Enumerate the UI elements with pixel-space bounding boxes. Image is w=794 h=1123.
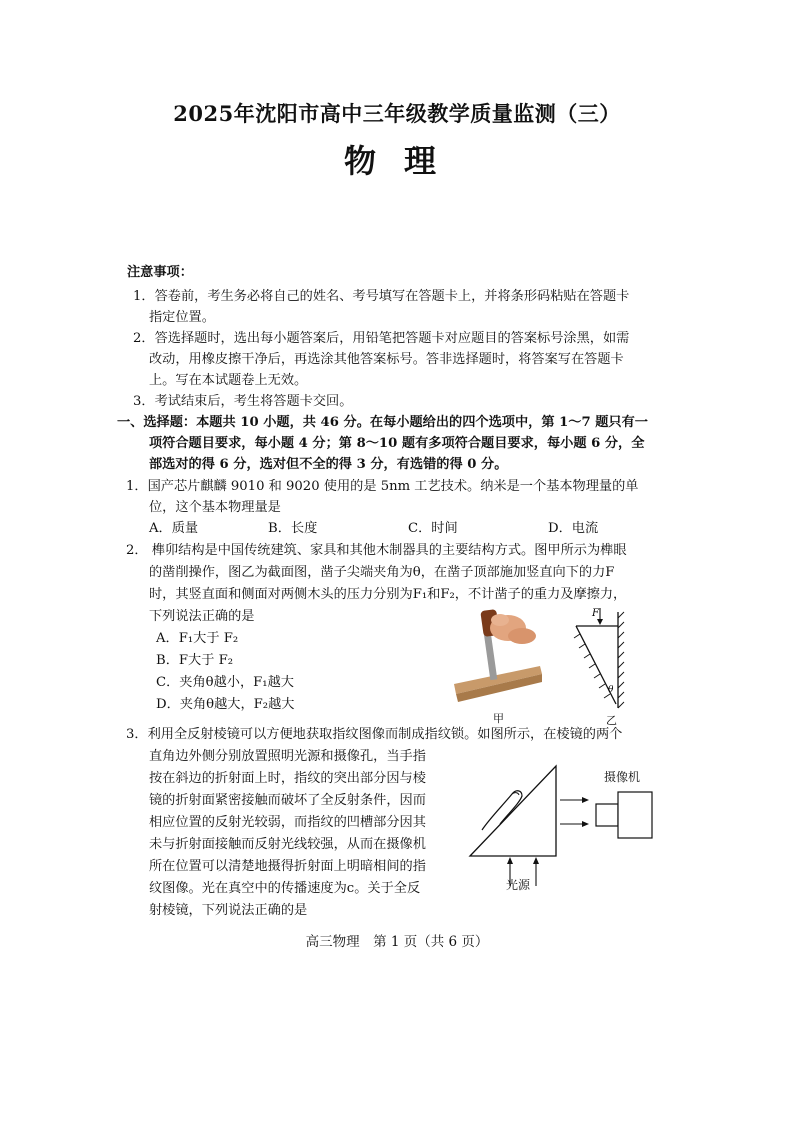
figure-yi-label: 乙 bbox=[606, 714, 617, 727]
subject-title: 物理 bbox=[343, 142, 464, 180]
note-line: 3．考试结束后，考生将答题卡交回。 bbox=[133, 394, 353, 409]
q3-stem: 3．利用全反射棱镜可以方便地获取指纹图像而制成指纹锁。如图所示，在棱镜的两个 bbox=[126, 727, 623, 742]
figure-jia-label: 甲 bbox=[493, 712, 504, 725]
q1-option-a: A．质量 bbox=[149, 521, 199, 536]
q3-stem: 射棱镜，下列说法正确的是 bbox=[149, 903, 308, 918]
q3-stem: 所在位置可以清楚地摄得折射面上明暗相间的指 bbox=[149, 859, 426, 874]
q1-option-d: D．电流 bbox=[548, 521, 599, 536]
q3-stem: 直角边外侧分别放置照明光源和摄像孔，当手指 bbox=[149, 749, 426, 764]
exam-title: 2025年沈阳市高中三年级教学质量监测（三） bbox=[173, 101, 621, 126]
section-line: 项符合题目要求，每小题 4 分；第 8～10 题有多项符合题目要求，每小题 6 分，全 bbox=[149, 436, 645, 451]
q3-stem: 未与折射面接触而反射光线较强，从而在摄像机 bbox=[149, 837, 426, 852]
q2-stem: 2． 榫卯结构是中国传统建筑、家具和其他木制器具的主要结构方式。图甲所示为榫眼 bbox=[126, 543, 627, 558]
force-label: F bbox=[592, 608, 599, 619]
section-line: 部选对的得 6 分，选对但不全的得 3 分，有选错的得 0 分。 bbox=[149, 457, 508, 472]
note-line: 上。写在本试题卷上无效。 bbox=[149, 373, 308, 388]
q2-stem: 的凿削操作，图乙为截面图，凿子尖端夹角为θ，在凿子顶部施加竖直向下的力F bbox=[149, 565, 615, 580]
q1-option-b: B．长度 bbox=[268, 521, 318, 536]
q3-stem: 按在斜边的折射面上时，指纹的突出部分因与棱 bbox=[149, 771, 426, 786]
q2-option-b: B．F大于 F₂ bbox=[156, 653, 234, 668]
camera-label: 摄像机 bbox=[604, 770, 641, 784]
page-footer: 高三物理 第 1 页（共 6 页） bbox=[305, 934, 489, 950]
q3-stem: 纹图像。光在真空中的传播速度为c。关于全反 bbox=[149, 881, 421, 896]
q1-stem: 1．国产芯片麒麟 9010 和 9020 使用的是 5nm 工艺技术。纳米是一个基本物理量的单 bbox=[126, 479, 639, 494]
q2-option-d: D．夹角θ越大，F₂越大 bbox=[156, 697, 295, 712]
q3-stem: 镜的折射面紧密接触而破坏了全反射条件，因而 bbox=[149, 793, 426, 808]
note-line: 2．答选择题时，选出每小题答案后，用铅笔把答题卡对应题目的答案标号涂黑，如需 bbox=[133, 331, 630, 346]
prism-diagram bbox=[460, 760, 690, 895]
note-line: 改动，用橡皮擦干净后，再选涂其他答案标号。答非选择题时，将答案写在答题卡 bbox=[149, 352, 624, 367]
light-source-label: 光源 bbox=[506, 878, 531, 892]
q2-option-c: C．夹角θ越小，F₁越大 bbox=[156, 675, 294, 690]
q1-stem: 位，这个基本物理量是 bbox=[149, 500, 281, 515]
note-line: 指定位置。 bbox=[149, 310, 215, 325]
notes-heading: 注意事项： bbox=[127, 265, 193, 280]
cross-section-diagram bbox=[566, 604, 636, 714]
chisel-photo bbox=[452, 606, 542, 706]
q2-stem: 时，其竖直面和侧面对两侧木头的压力分别为F₁和F₂，不计凿子的重力及摩擦力， bbox=[149, 587, 627, 602]
q2-stem: 下列说法正确的是 bbox=[149, 609, 255, 624]
angle-label: θ bbox=[608, 685, 614, 695]
q2-option-a: A．F₁大于 F₂ bbox=[156, 631, 239, 646]
q3-stem: 相应位置的反射光较弱，而指纹的凹槽部分因其 bbox=[149, 815, 426, 830]
note-line: 1．答卷前，考生务必将自己的姓名、考号填写在答题卡上，并将条形码粘贴在答题卡 bbox=[133, 289, 630, 304]
q1-option-c: C．时间 bbox=[408, 521, 458, 536]
section-line: 一、选择题：本题共 10 小题，共 46 分。在每小题给出的四个选项中，第 1～7 题只有一 bbox=[117, 415, 648, 430]
